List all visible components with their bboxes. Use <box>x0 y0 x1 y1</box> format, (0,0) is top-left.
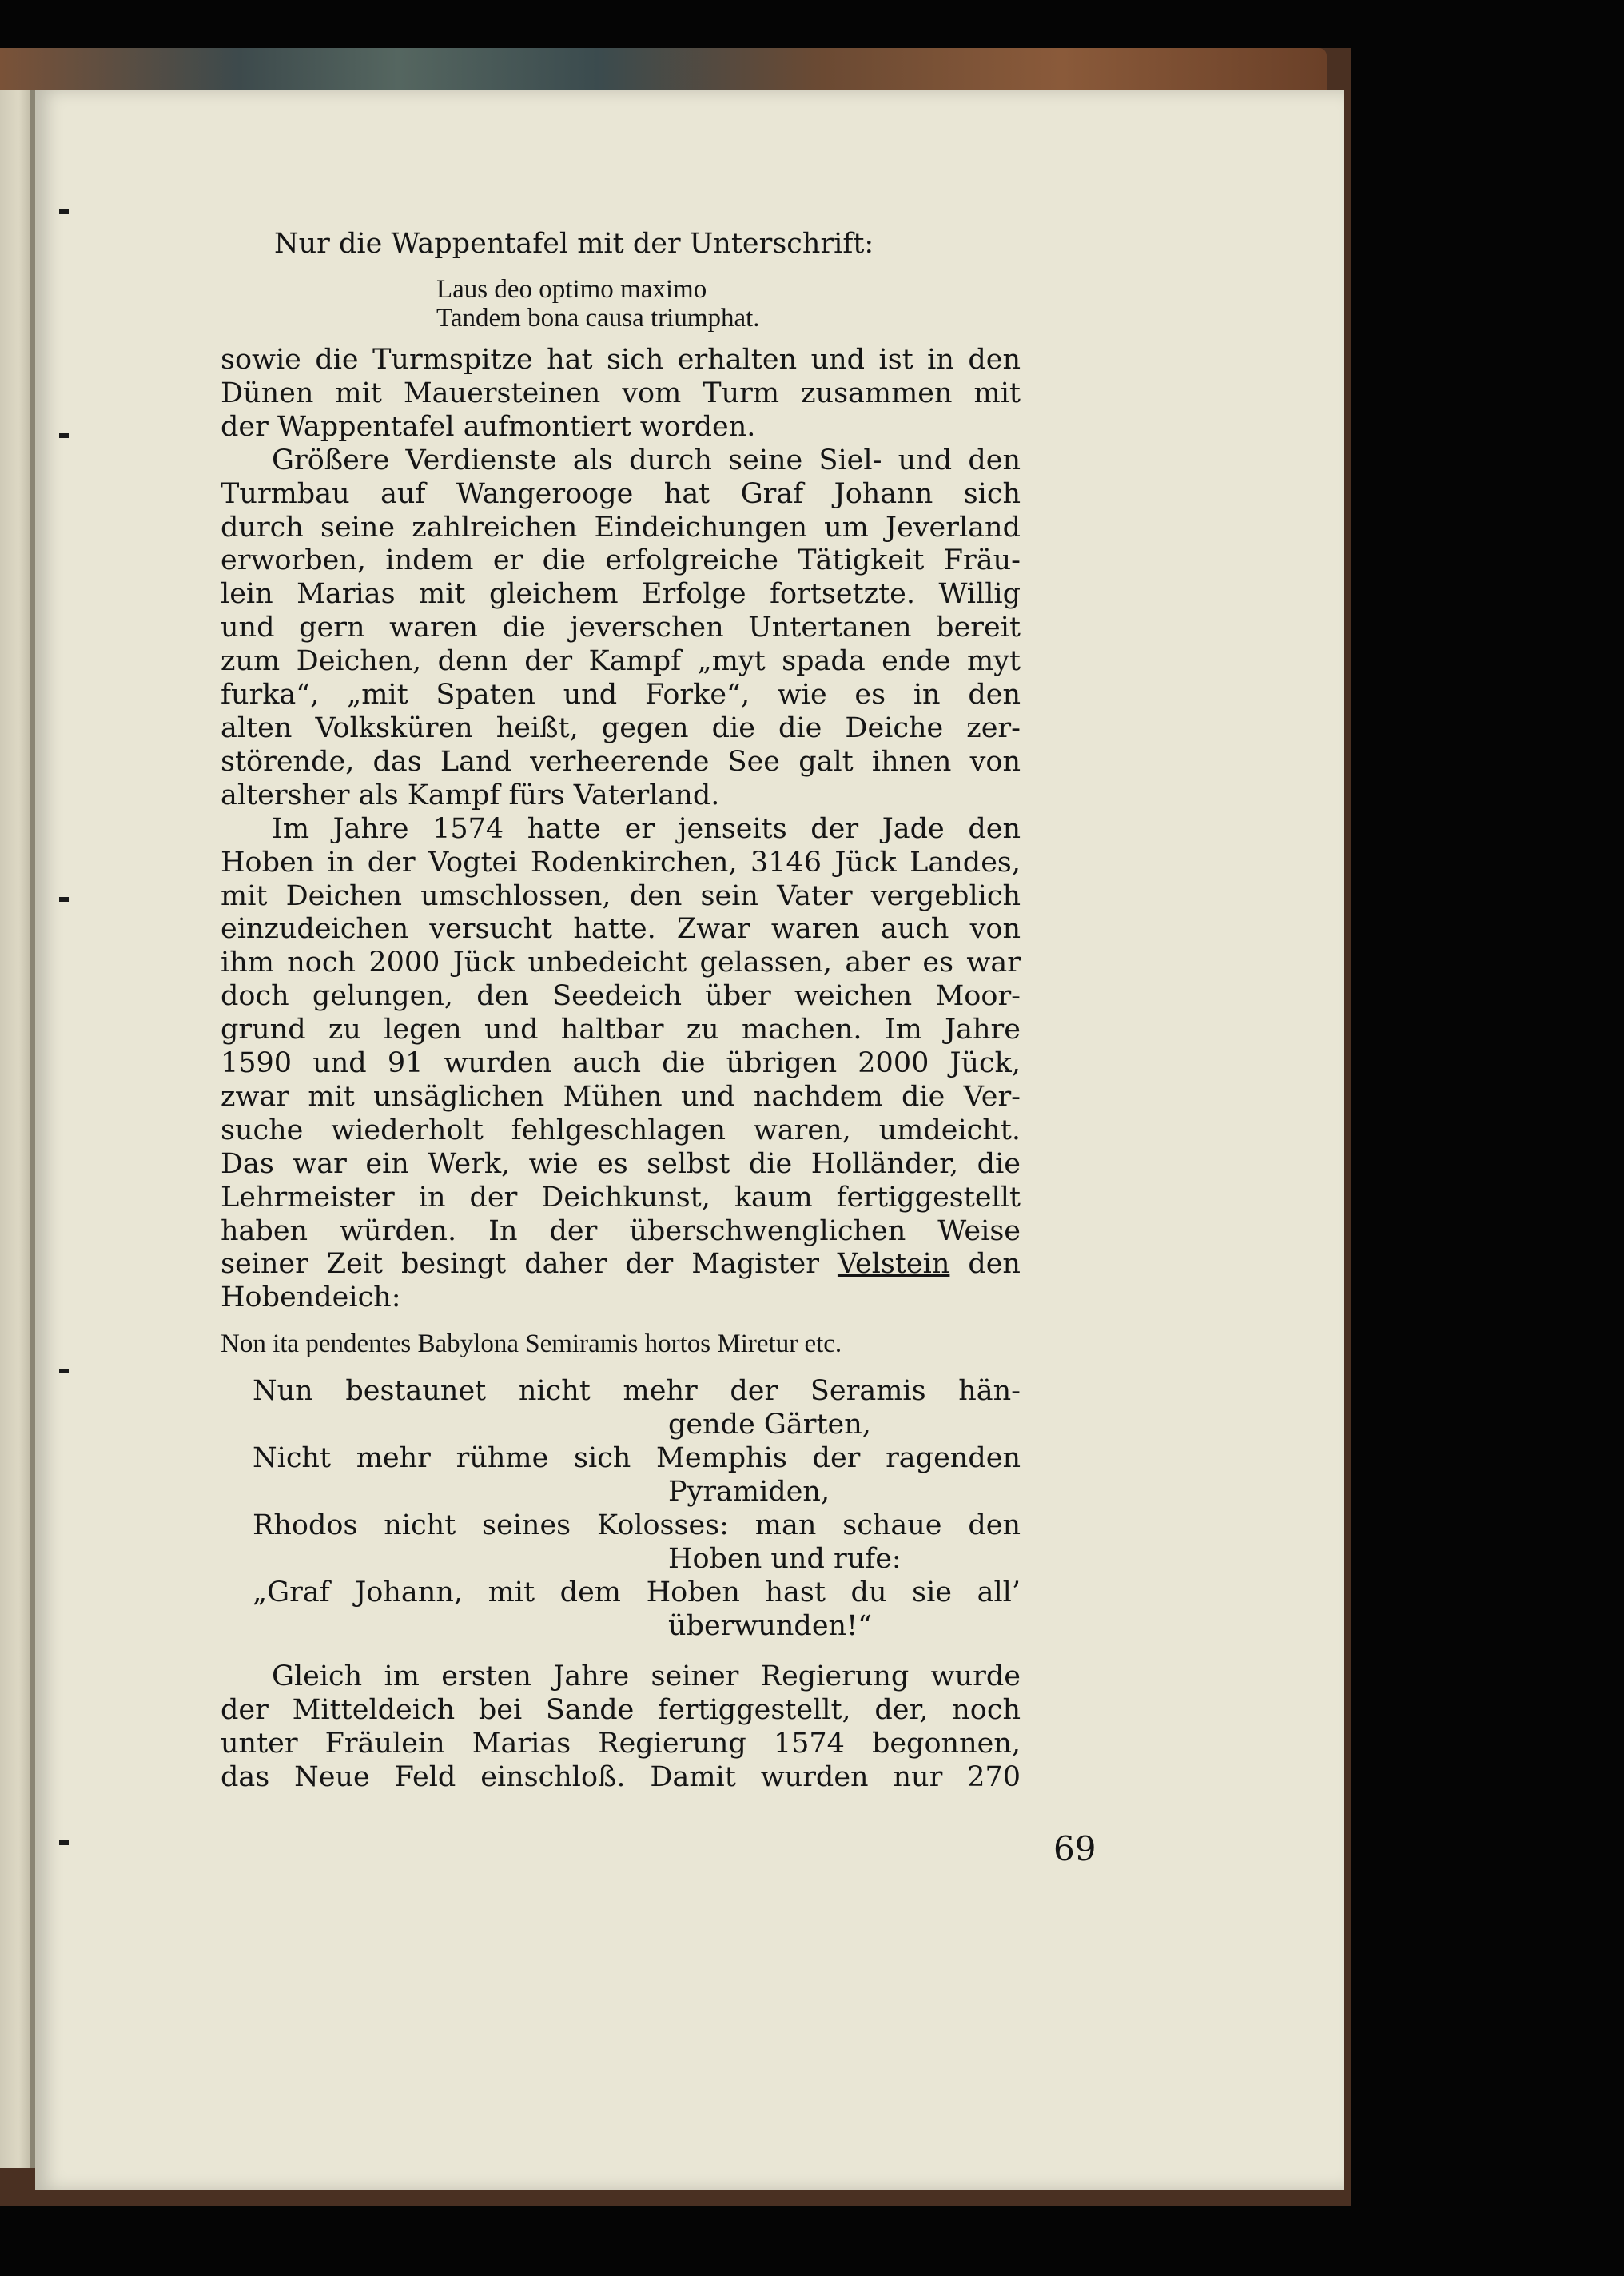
paragraph-line: Das war ein Werk, wie es selbst die Holländer, die <box>221 1147 1021 1180</box>
final-paragraph-line: Gleich im ersten Jahre seiner Regierung wurde <box>272 1660 1021 1693</box>
page-text <box>221 227 1021 1795</box>
paragraph-line: Lehrmeister in der Deichkunst, kaum fertiggestellt <box>221 1181 1021 1214</box>
paragraph-line: Größere Verdienste als durch seine Siel- und den <box>272 444 1021 476</box>
gutter-mark <box>59 1369 69 1373</box>
paragraph-line: doch gelungen, den Seedeich über weichen Moor- <box>221 980 1021 1013</box>
paragraph-line: furka“, „mit Spaten und Forke“, wie es in den <box>221 679 1021 711</box>
poem-line: Nun bestaunet nicht mehr der Seramis hän- <box>253 1375 1021 1408</box>
paragraph-line: haben würden. In der überschwenglichen Weise <box>221 1214 1021 1247</box>
final-paragraph-line: das Neue Feld einschloß. Damit wurden nur 270 <box>221 1761 1021 1793</box>
poem-line: Rhodos nicht seines Kolosses: man schaue den <box>253 1509 1021 1542</box>
paragraph-line-with-name <box>221 1248 1021 1281</box>
paragraph-line: grund zu legen und haltbar zu machen. Im Jahre <box>221 1014 1021 1046</box>
page-number: 69 <box>1053 1829 1097 1868</box>
inscription-line: Laus deo optimo maximo <box>436 275 707 304</box>
paragraph-line: erworben, indem er die erfolgreiche Tätigkeit Fräu- <box>221 544 1021 577</box>
poem-continuation: Hoben und rufe: <box>668 1543 902 1576</box>
paragraph-line: alten Volksküren heißt, gegen die die Deiche zer- <box>221 711 1021 744</box>
final-paragraph-line: der Mitteldeich bei Sande fertiggestellt, der, noch <box>221 1694 1021 1727</box>
poem-line: „Graf Johann, mit dem Hoben hast du sie all’ <box>253 1576 1021 1609</box>
paragraph-line: durch seine zahlreichen Eindeichungen um Jeverland <box>221 511 1021 544</box>
paragraph-line: störende, das Land verheerende See galt ihnen von <box>221 745 1021 778</box>
poem-continuation: Pyramiden, <box>668 1476 830 1509</box>
paragraph-line-start: seiner Zeit besingt daher der Magister <box>221 1248 819 1281</box>
stanza-gap <box>221 1643 1021 1660</box>
paragraph-line: altersher als Kampf fürs Vaterland. <box>221 779 720 811</box>
paragraph-line: sowie die Turmspitze hat sich erhalten und ist in den <box>221 344 1021 376</box>
poem-line: Nicht mehr rühme sich Memphis der ragenden <box>253 1442 1021 1475</box>
gutter-mark <box>59 209 69 214</box>
gutter-mark <box>59 1840 69 1845</box>
latin-quote: Non ita pendentes Babylona Semiramis hortos Miretur etc. <box>221 1329 842 1359</box>
paragraph-line: der Wappentafel aufmontiert worden. <box>221 410 756 443</box>
paragraph-line: ihm noch 2000 Jück unbedeicht gelassen, aber es war <box>221 947 1021 979</box>
left-page-edge <box>0 90 34 2168</box>
paragraph-line: Dünen mit Mauersteinen vom Turm zusammen mit <box>221 377 1021 409</box>
paragraph-line: zwar mit unsäglichen Mühen und nachdem die Ver- <box>221 1080 1021 1113</box>
paragraph-line: Hobendeich: <box>221 1281 401 1314</box>
paragraph-line: und gern waren die jeverschen Untertanen bereit <box>221 612 1021 644</box>
inscription-line: Tandem bona causa triumphat. <box>436 304 760 333</box>
paragraph-line: mit Deichen umschlossen, den sein Vater vergeblich <box>221 879 1021 912</box>
paragraph-line: Hoben in der Vogtei Rodenkirchen, 3146 Jück Landes, <box>221 846 1021 879</box>
marbled-cover-top <box>0 48 1327 96</box>
underlined-name: Velstein <box>837 1248 950 1281</box>
paragraph-line-end: den <box>968 1248 1021 1281</box>
paragraph-line: 1590 und 91 wurden auch die übrigen 2000 Jück, <box>221 1047 1021 1080</box>
paragraph-line: lein Marias mit gleichem Erfolge fortsetzte. Willig <box>221 578 1021 611</box>
gutter-mark <box>59 433 69 438</box>
gutter-mark <box>59 897 69 902</box>
paragraph-line: suche wiederholt fehlgeschlagen waren, umdeicht. <box>221 1114 1021 1146</box>
final-paragraph-line: unter Fräulein Marias Regierung 1574 begonnen, <box>221 1728 1021 1760</box>
poem-continuation: gende Gärten, <box>668 1409 871 1441</box>
inscription-heading: Nur die Wappentafel mit der Unterschrift: <box>274 228 874 260</box>
paragraph-line: Turmbau auf Wangerooge hat Graf Johann sich <box>221 477 1021 510</box>
paragraph-line: einzudeichen versucht hatte. Zwar waren auch von <box>221 913 1021 946</box>
paragraph-line: zum Deichen, denn der Kampf „myt spada ende myt <box>221 645 1021 678</box>
paragraph-line: Im Jahre 1574 hatte er jenseits der Jade den <box>272 812 1021 845</box>
poem-continuation: überwunden!“ <box>668 1610 873 1643</box>
